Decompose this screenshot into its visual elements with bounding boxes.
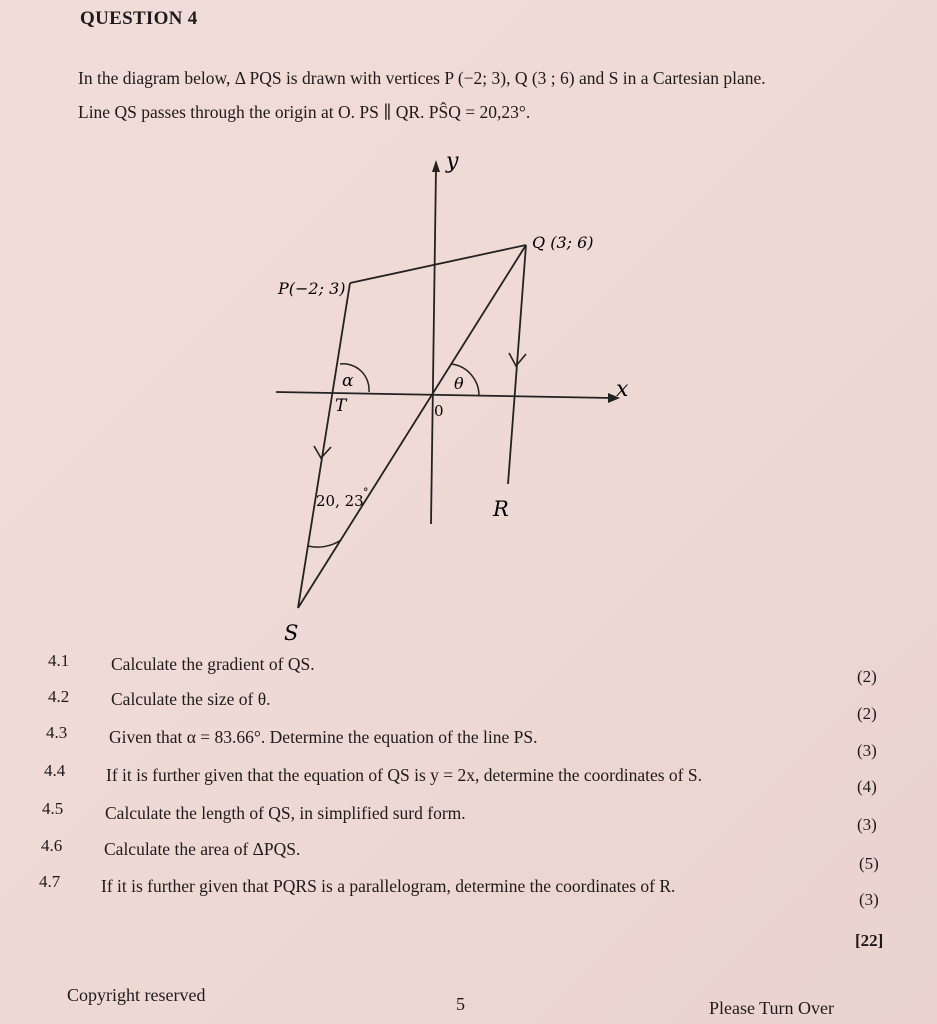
x-axis-label: x [616, 377, 629, 402]
origin-label: 0 [434, 402, 444, 420]
line-ps [298, 283, 350, 608]
question-marks: (2) [857, 704, 877, 723]
y-axis-arrow [432, 160, 440, 172]
theta-label: θ [454, 374, 464, 393]
y-axis-label: y [446, 149, 459, 174]
question-number: 4.4 [44, 761, 66, 780]
point-q-label: Q (3; 6) [532, 233, 594, 252]
question-number: 4.5 [42, 799, 64, 818]
question-number: 4.7 [39, 872, 61, 891]
question-number: 4.6 [41, 836, 63, 855]
question-number: 4.1 [48, 651, 70, 670]
question-marks: (3) [859, 890, 879, 909]
question-text: Calculate the gradient of QS. [111, 654, 315, 674]
question-number: 4.2 [48, 687, 70, 706]
point-t-label: T [335, 396, 347, 416]
line-pq [350, 245, 526, 283]
question-marks: (3) [857, 815, 877, 834]
question-text: Calculate the length of QS, in simplified surd form. [105, 803, 466, 823]
x-axis [276, 392, 612, 398]
alpha-label: α [342, 371, 354, 391]
question-marks: (5) [859, 854, 879, 873]
question-text: Calculate the area of ΔPQS. [104, 839, 301, 859]
intro-line-1: In the diagram below, Δ PQS is drawn with vertices P (−2; 3), Q (3 ; 6) and S in a Cartesian plane. [78, 68, 766, 88]
footer-copyright: Copyright reserved [67, 985, 206, 1005]
question-text: If it is further given that PQRS is a parallelogram, determine the coordinates of R. [101, 876, 676, 896]
footer-page-number: 5 [456, 994, 465, 1014]
point-p-label: P(−2; 3) [278, 279, 346, 298]
question-marks: (3) [857, 741, 877, 760]
footer-turn-over: Please Turn Over [709, 998, 834, 1018]
point-r-label: R [493, 497, 509, 521]
question-heading: QUESTION 4 [80, 8, 198, 29]
intro-line-2: Line QS passes through the origin at O. PS ∥ QR. PŜQ = 20,23°. [78, 102, 531, 122]
point-s-label: S [284, 621, 299, 645]
angle-s-degree: ° [363, 486, 369, 499]
line-qs [298, 245, 526, 608]
question-number: 4.3 [46, 723, 68, 742]
question-marks: (2) [857, 667, 877, 686]
question-text: If it is further given that the equation of QS is y = 2x, determine the coordinates of S. [106, 765, 702, 785]
question-marks: (4) [857, 777, 877, 796]
y-axis [431, 168, 436, 524]
total-marks: [22] [855, 931, 884, 950]
question-text: Given that α = 83.66°. Determine the equation of the line PS. [109, 727, 538, 747]
angle-s-value: 20, 23 [316, 492, 364, 510]
question-text: Calculate the size of θ. [111, 689, 271, 709]
